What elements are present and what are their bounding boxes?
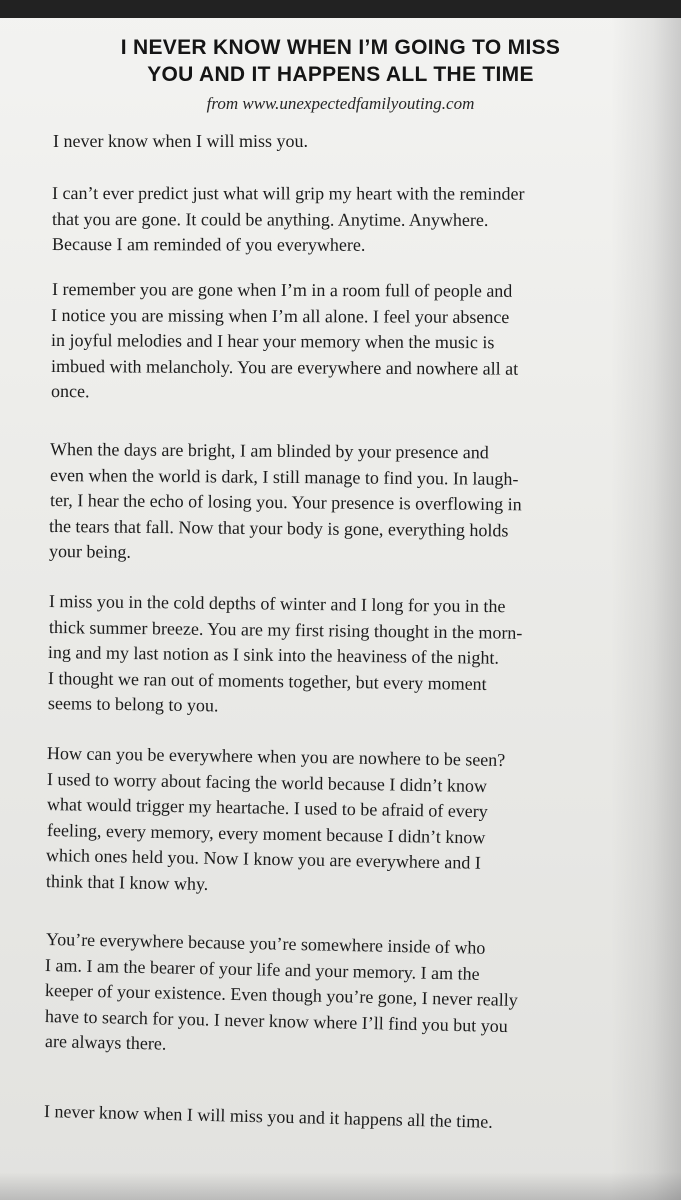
body-text-line: seems to belong to you. bbox=[47, 693, 219, 716]
body-text-line: I never know when I will miss you. bbox=[52, 131, 308, 152]
body-text-line: even when the world is dark, I still manage to find you. In laugh- bbox=[49, 464, 519, 489]
body-text-line: the tears that fall. Now that your body is gone, everything holds bbox=[49, 515, 509, 541]
body-text-line: You’re everywhere because you’re somewhere inside of who bbox=[45, 929, 486, 958]
body-text-line: what would trigger my heartache. I used to be afraid of every bbox=[46, 794, 488, 822]
body-text-line: your being. bbox=[49, 541, 132, 563]
body-text-line: which ones held you. Now I know you are everywhere and I bbox=[46, 845, 482, 874]
body-text-line: How can you be everywhere when you are nowhere to be seen? bbox=[47, 743, 506, 770]
body-text-line: ter, I hear the echo of losing you. Your presence is overflowing in bbox=[49, 490, 522, 515]
body-text-line: ing and my last notion as I sink into the heaviness of the night. bbox=[48, 642, 500, 668]
body-text-line: When the days are bright, I am blinded by your presence and bbox=[50, 439, 490, 463]
body-text-line: I am. I am the bearer of your life and your memory. I am the bbox=[45, 954, 481, 984]
body-text-line: I remember you are gone when I’m in a room full of people and bbox=[51, 279, 512, 301]
body-text-line: are always there. bbox=[44, 1031, 167, 1055]
title-line: I NEVER KNOW WHEN I’M GOING TO MISS bbox=[120, 36, 561, 59]
body-text-line: keeper of your existence. Even though you’re gone, I never really bbox=[45, 980, 519, 1011]
body-text-line: I thought we ran out of moments together, but every moment bbox=[47, 667, 487, 694]
body-text-line: feeling, every memory, every moment because I didn’t know bbox=[46, 819, 486, 848]
body-text-line: I miss you in the cold depths of winter and I long for you in the bbox=[48, 591, 506, 617]
body-text-line: that you are gone. It could be anything. Anytime. Anywhere. bbox=[52, 208, 489, 230]
body-text-line: I can’t ever predict just what will grip my heart with the reminder bbox=[52, 183, 526, 204]
body-text-line: I notice you are missing when I’m all alone. I feel your absence bbox=[51, 304, 510, 327]
body-text-line: think that I know why. bbox=[46, 871, 209, 894]
body-text-line: in joyful melodies and I hear your memory when the music is bbox=[51, 330, 495, 353]
body-text-line: thick summer breeze. You are my first rising thought in the morn- bbox=[48, 616, 523, 643]
source-attribution: from www.unexpectedfamilyouting.com bbox=[206, 94, 475, 113]
body-text-line: once. bbox=[50, 381, 90, 402]
body-text-line: I used to worry about facing the world because I didn’t know bbox=[46, 768, 488, 796]
body-text-line: I never know when I will miss you and it happens all the time. bbox=[43, 1101, 494, 1132]
body-text-line: Because I am reminded of you everywhere. bbox=[51, 234, 366, 256]
body-text-line: imbued with melancholy. You are everywhere and nowhere all at bbox=[50, 355, 519, 379]
body-text-line: have to search for you. I never know where I’ll find you but you bbox=[44, 1005, 508, 1036]
title-line: YOU AND IT HAPPENS ALL THE TIME bbox=[147, 63, 534, 86]
